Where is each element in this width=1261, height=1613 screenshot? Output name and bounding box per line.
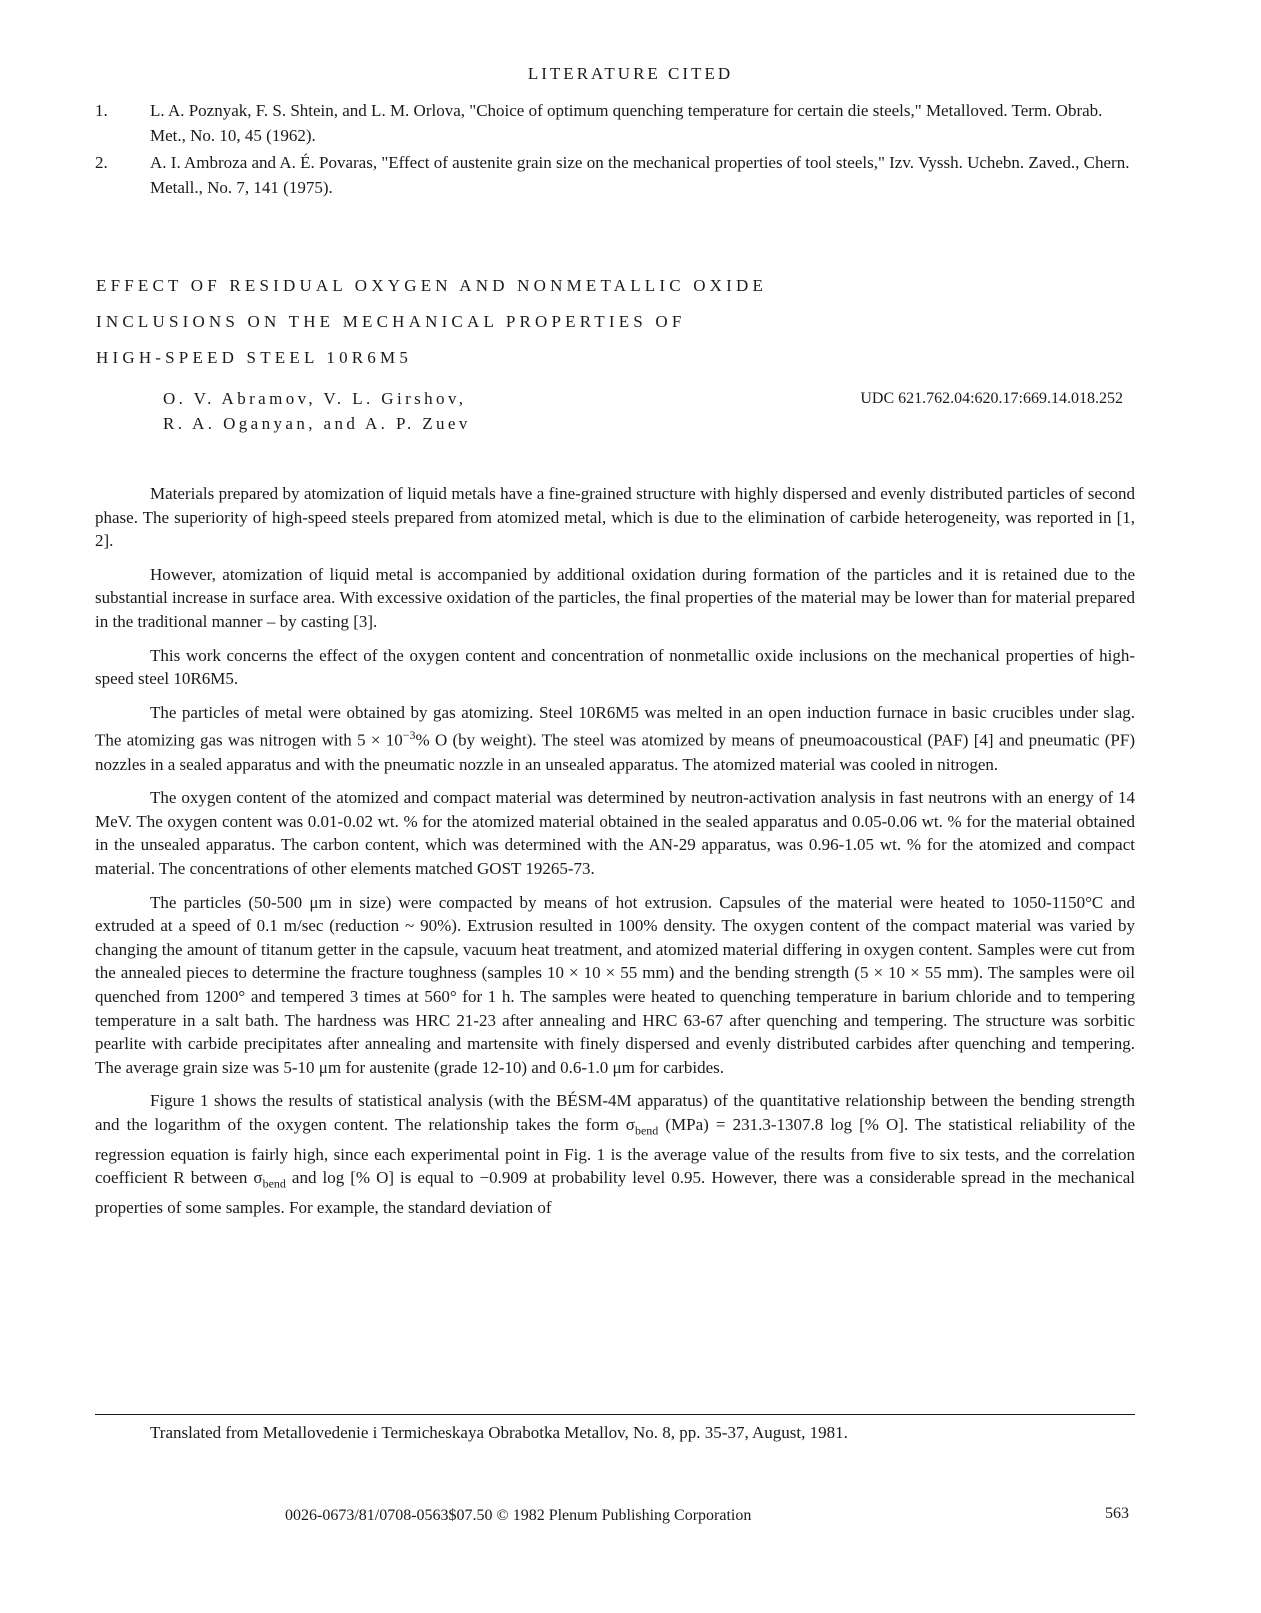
reference-item [95, 150, 1140, 200]
body-paragraph: The particles (50-500 μm in size) were compacted by means of hot extrusion. Capsules of the material were heated to 1050-1150°C and extruded at a speed of 0.1 m/sec (reduction ~ 90%). Extrusion resulted in 100% density. The oxygen content of the compact material was varied by changing the amount of titanum getter in the capsule, vacuum heat treatment, and atomized material differing in oxygen content. Samples were cut from the annealed pieces to determine the fracture toughness (samples 10 × 10 × 55 mm) and the bending strength (5 × 10 × 55 mm). The samples were oil quenched from 1200° and tempered 3 times at 560° for 1 h. The samples were heated to quenching temperature in barium chloride and to tempering temperature in a salt bath. The hardness was HRC 21-23 after annealing and HRC 63-67 after quenching and tempering. The structure was sorbitic pearlite with carbide precipitates after annealing and martensite with finely dispersed and evenly distributed carbides after quenching and tempering. The average grain size was 5-10 μm for austenite (grade 12-10) and 0.6-1.0 μm for carbides. [95, 892, 1135, 1077]
article-title [96, 268, 1046, 376]
udc-code: UDC 621.762.04:620.17:669.14.018.252 [860, 390, 1123, 407]
title-line: INCLUSIONS ON THE MECHANICAL PROPERTIES OF [96, 312, 686, 331]
body-paragraph: However, atomization of liquid metal is accompanied by additional oxidation during formation of the particles and it is retained due to the substantial increase in surface area. With excessive oxidation of the particles, the final properties of the material may be lower than for material prepared in the traditional manner – by casting [3]. [95, 564, 1135, 631]
article-authors [163, 386, 471, 436]
literature-cited-heading: LITERATURE CITED [527, 64, 734, 83]
reference-text: A. I. Ambroza and A. É. Povaras, "Effect of austenite grain size on the mechanical properties of tool steels," Izv. Vyssh. Uchebn. Zaved., Chern. Metall., No. 7, 141 (1975). [150, 153, 1130, 197]
paragraph-text: (MPa) = 231.3-1307.8 log [% O]. The statistical reliability of the regression equation is fairly high, since each experimental point in Fig. 1 is the average value of the results from five to six tests, and the correlation coefficient R between σ [95, 1114, 1135, 1188]
body-paragraph [95, 701, 1135, 776]
paragraph-text: and log [% O] is equal to −0.909 at probability level 0.95. However, there was a considerable spread in the mechanical properties of some samples. For example, the standard deviation of [95, 1168, 1135, 1218]
footnote-divider [95, 1414, 1135, 1415]
exponent: −3 [402, 728, 416, 743]
paragraph-text: Figure 1 shows the results of statistical analysis (with the BÉSM-4M apparatus) of the quantitative relationship between the bending strength and the logarithm of the oxygen content. The relationship takes the form σ [95, 1091, 1135, 1134]
reference-text: L. A. Poznyak, F. S. Shtein, and L. M. Orlova, "Choice of optimum quenching temperature for certain die steels," Metalloved. Term. Obrab. Met., No. 10, 45 (1962). [150, 101, 1103, 145]
authors-line: R. A. Oganyan, and A. P. Zuev [163, 414, 471, 433]
article-body [95, 482, 1135, 1230]
title-line: HIGH-SPEED STEEL 10R6M5 [96, 348, 413, 367]
paragraph-text: % O (by weight). The steel was atomized by means of pneumoacoustical (PAF) [4] and pneumatic (PF) nozzles in a sealed apparatus and with the pneumatic nozzle in an unsealed apparatus. The atomized material was cooled in nitrogen. [95, 731, 1135, 774]
reference-number: 2. [95, 153, 108, 172]
authors-line: O. V. Abramov, V. L. Girshov, [163, 389, 467, 408]
body-paragraph: This work concerns the effect of the oxygen content and concentration of nonmetallic oxide inclusions on the mechanical properties of high-speed steel 10R6M5. [95, 645, 1135, 689]
translation-footnote: Translated from Metallovedenie i Termicheskaya Obrabotka Metallov, No. 8, pp. 35-37, August, 1981. [150, 1423, 848, 1442]
paragraph-text: The particles of metal were obtained by gas atomizing. Steel 10R6M5 was melted in an open induction furnace in basic crucibles under slag. The atomizing gas was nitrogen with 5 × 10 [95, 702, 1135, 750]
subscript: bend [634, 1123, 659, 1138]
body-paragraph: Materials prepared by atomization of liquid metals have a fine-grained structure with highly dispersed and evenly distributed particles of second phase. The superiority of high-speed steels prepared from atomized metal, which is due to the elimination of carbide heterogeneity, was reported in [1, 2]. [95, 484, 1135, 551]
reference-item [95, 98, 1140, 148]
title-line: EFFECT OF RESIDUAL OXYGEN AND NONMETALLIC OXIDE [96, 276, 768, 295]
body-paragraph: The oxygen content of the atomized and compact material was determined by neutron-activation analysis in fast neutrons with an energy of 14 MeV. The oxygen content was 0.01-0.02 wt. % for the atomized material obtained in the sealed apparatus and 0.05-0.06 wt. % for the material obtained in the unsealed apparatus. The carbon content, which was determined with the AN-29 apparatus, was 0.96-1.05 wt. % for the atomized and compact material. The concentrations of other elements matched GOST 19265-73. [95, 788, 1135, 878]
publication-code: 0026-0673/81/0708-0563$07.50 © 1982 Plenum Publishing Corporation [285, 1507, 752, 1524]
reference-list [95, 98, 1140, 202]
page-number: 563 [1105, 1505, 1129, 1522]
body-paragraph [95, 1089, 1135, 1220]
subscript: bend [262, 1176, 286, 1191]
reference-number: 1. [95, 101, 108, 120]
